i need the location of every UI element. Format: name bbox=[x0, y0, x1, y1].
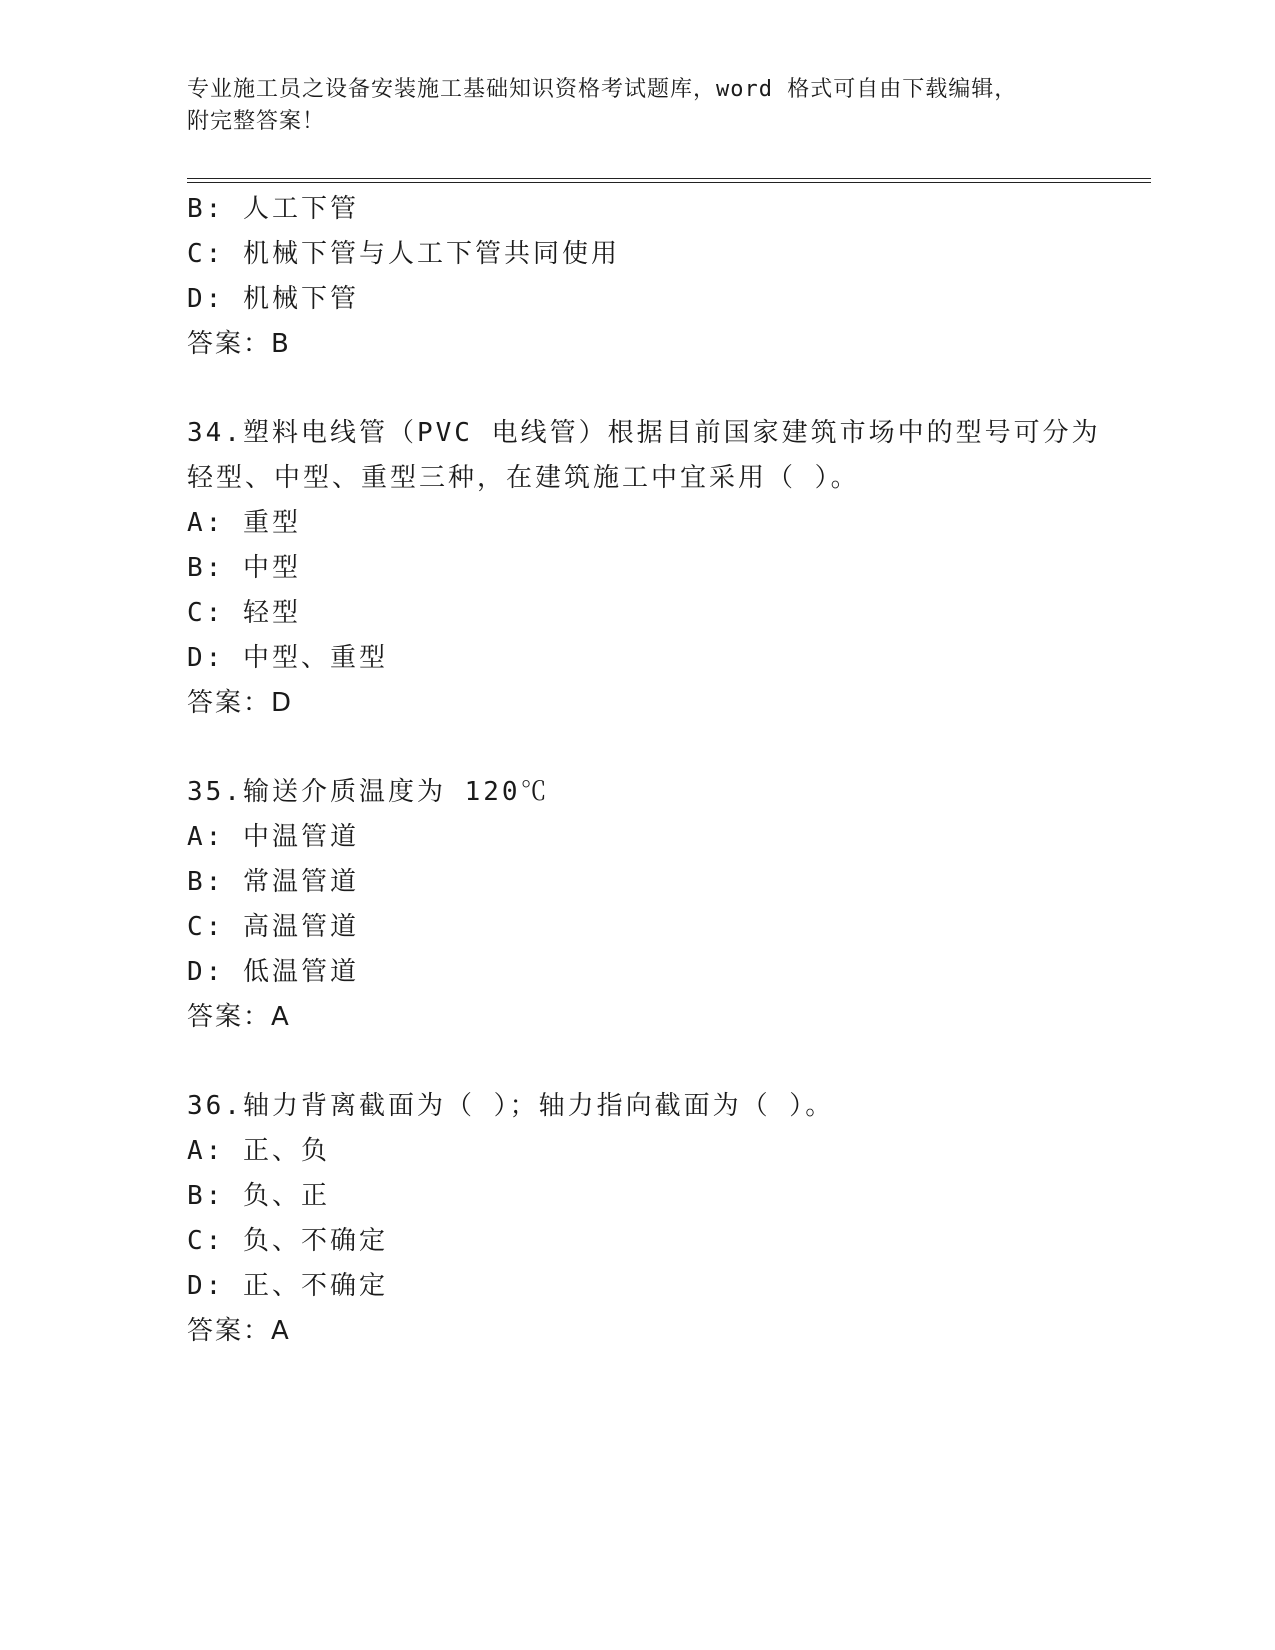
q35-option-d: D: 低温管道 bbox=[187, 957, 359, 987]
q36-option-a: A: 正、负 bbox=[187, 1136, 330, 1166]
q33-answer: 答案：B bbox=[187, 329, 291, 359]
header-line-2: 附完整答案！ bbox=[187, 109, 326, 134]
q36-answer: 答案：A bbox=[187, 1316, 291, 1346]
q34-option-c: C: 轻型 bbox=[187, 598, 301, 628]
header-divider-top bbox=[187, 178, 1151, 179]
q34-stem-line-1: 34.塑料电线管（PVC 电线管）根据目前国家建筑市场中的型号可分为 bbox=[187, 418, 1101, 448]
header-divider-bottom bbox=[187, 182, 1151, 183]
q34-stem-line-2: 轻型、中型、重型三种，在建筑施工中宜采用（ ）。 bbox=[187, 463, 860, 493]
q35-option-c: C: 高温管道 bbox=[187, 912, 359, 942]
q33-option-d: D: 机械下管 bbox=[187, 284, 359, 314]
q33-option-b: B: 人工下管 bbox=[187, 194, 359, 224]
q34-option-a: A: 重型 bbox=[187, 508, 301, 538]
q33-option-c: C: 机械下管与人工下管共同使用 bbox=[187, 239, 620, 269]
q36-option-d: D: 正、不确定 bbox=[187, 1271, 388, 1301]
header-line-1: 专业施工员之设备安装施工基础知识资格考试题库，word 格式可自由下载编辑， bbox=[187, 77, 1018, 102]
q34-option-d: D: 中型、重型 bbox=[187, 643, 388, 673]
q36-stem: 36.轴力背离截面为（ ）；轴力指向截面为（ ）。 bbox=[187, 1091, 835, 1121]
q34-answer: 答案：D bbox=[187, 688, 294, 718]
q35-answer: 答案：A bbox=[187, 1002, 291, 1032]
q34-option-b: B: 中型 bbox=[187, 553, 301, 583]
q35-option-b: B: 常温管道 bbox=[187, 867, 359, 897]
q36-option-b: B: 负、正 bbox=[187, 1181, 330, 1211]
q35-option-a: A: 中温管道 bbox=[187, 822, 359, 852]
q36-option-c: C: 负、不确定 bbox=[187, 1226, 388, 1256]
document-header bbox=[187, 74, 1087, 138]
q35-stem: 35.输送介质温度为 120℃ bbox=[187, 777, 550, 807]
